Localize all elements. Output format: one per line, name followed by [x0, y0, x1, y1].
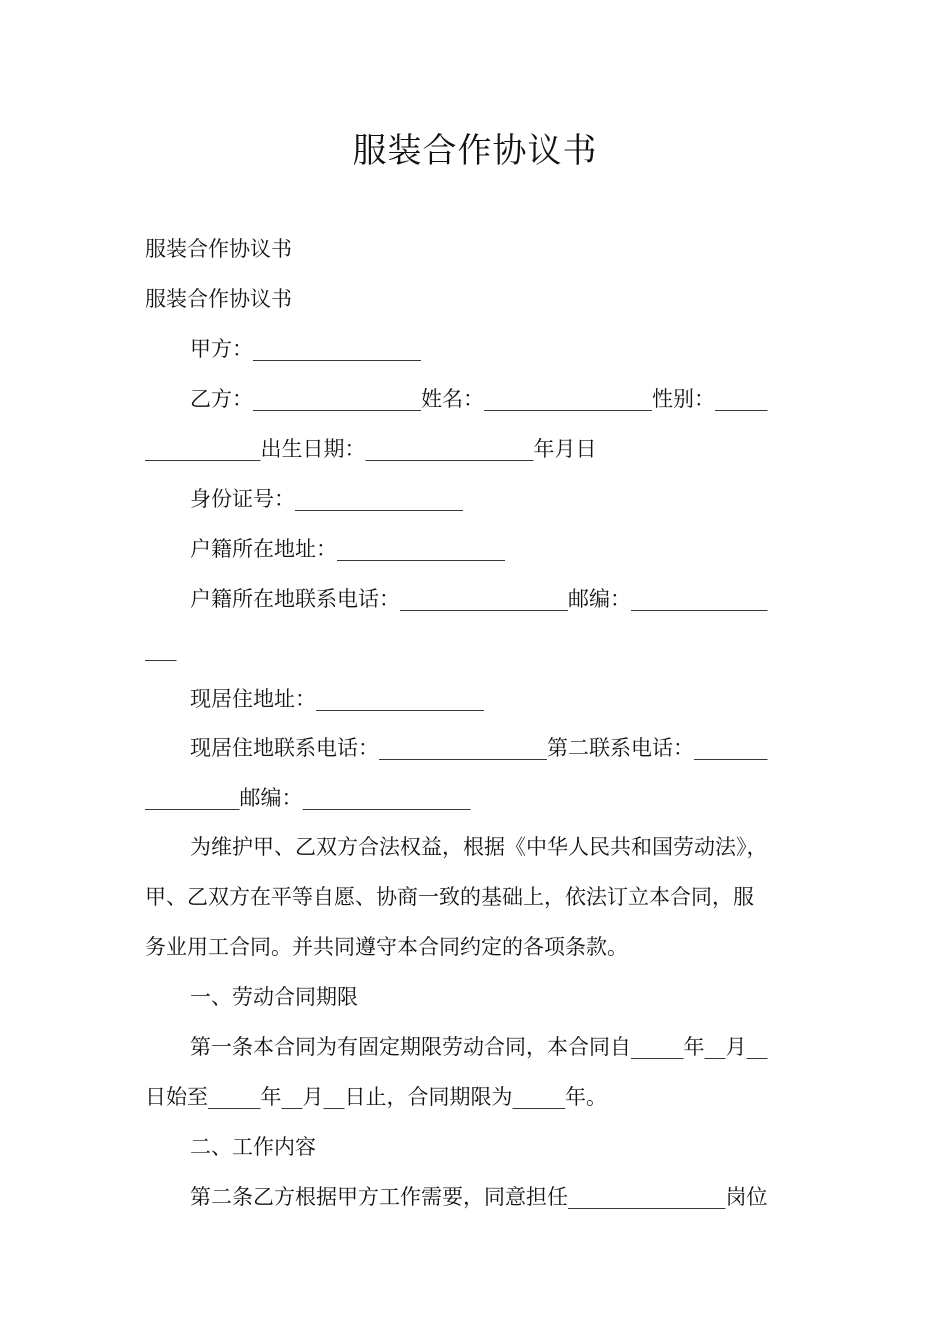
text-line: 服装合作协议书 [145, 237, 292, 261]
clause-line: 第二条乙方根据甲方工作需要，同意担任_______________岗位 [190, 1185, 768, 1209]
clause-line: 日始至_____年__月__日止，合同期限为_____年。 [145, 1085, 607, 1109]
document-title: 服装合作协议书 [352, 131, 598, 171]
section-heading: 二、工作内容 [190, 1135, 316, 1159]
party-b-line: 乙方：________________姓名：________________性别：_____ [190, 387, 768, 411]
id-number-line: 身份证号：________________ [190, 487, 463, 511]
section-heading: 一、劳动合同期限 [190, 985, 358, 1009]
birthdate-line: ___________出生日期：________________年月日 [145, 437, 597, 461]
preamble-line: 甲、乙双方在平等自愿、协商一致的基础上，依法订立本合同，服 [145, 885, 754, 909]
preamble-line: 为维护甲、乙双方合法权益，根据《中华人民共和国劳动法》， [190, 835, 768, 859]
postcode-line: _________邮编：________________ [145, 786, 471, 810]
text-line: 服装合作协议书 [145, 287, 292, 311]
current-phone-line: 现居住地联系电话：________________第二联系电话：_______ [190, 736, 768, 760]
household-address-line: 户籍所在地址：________________ [190, 537, 505, 561]
current-address-line: 现居住地址：________________ [190, 687, 484, 711]
household-phone-line: 户籍所在地联系电话：________________邮编：_____________ [190, 587, 768, 611]
clause-line: 第一条本合同为有固定期限劳动合同，本合同自_____年__月__ [190, 1035, 768, 1059]
preamble-line: 务业用工合同。并共同遵守本合同约定的各项条款。 [145, 935, 628, 959]
party-a-line: 甲方：________________ [190, 337, 421, 361]
text-line: ___ [145, 637, 177, 661]
